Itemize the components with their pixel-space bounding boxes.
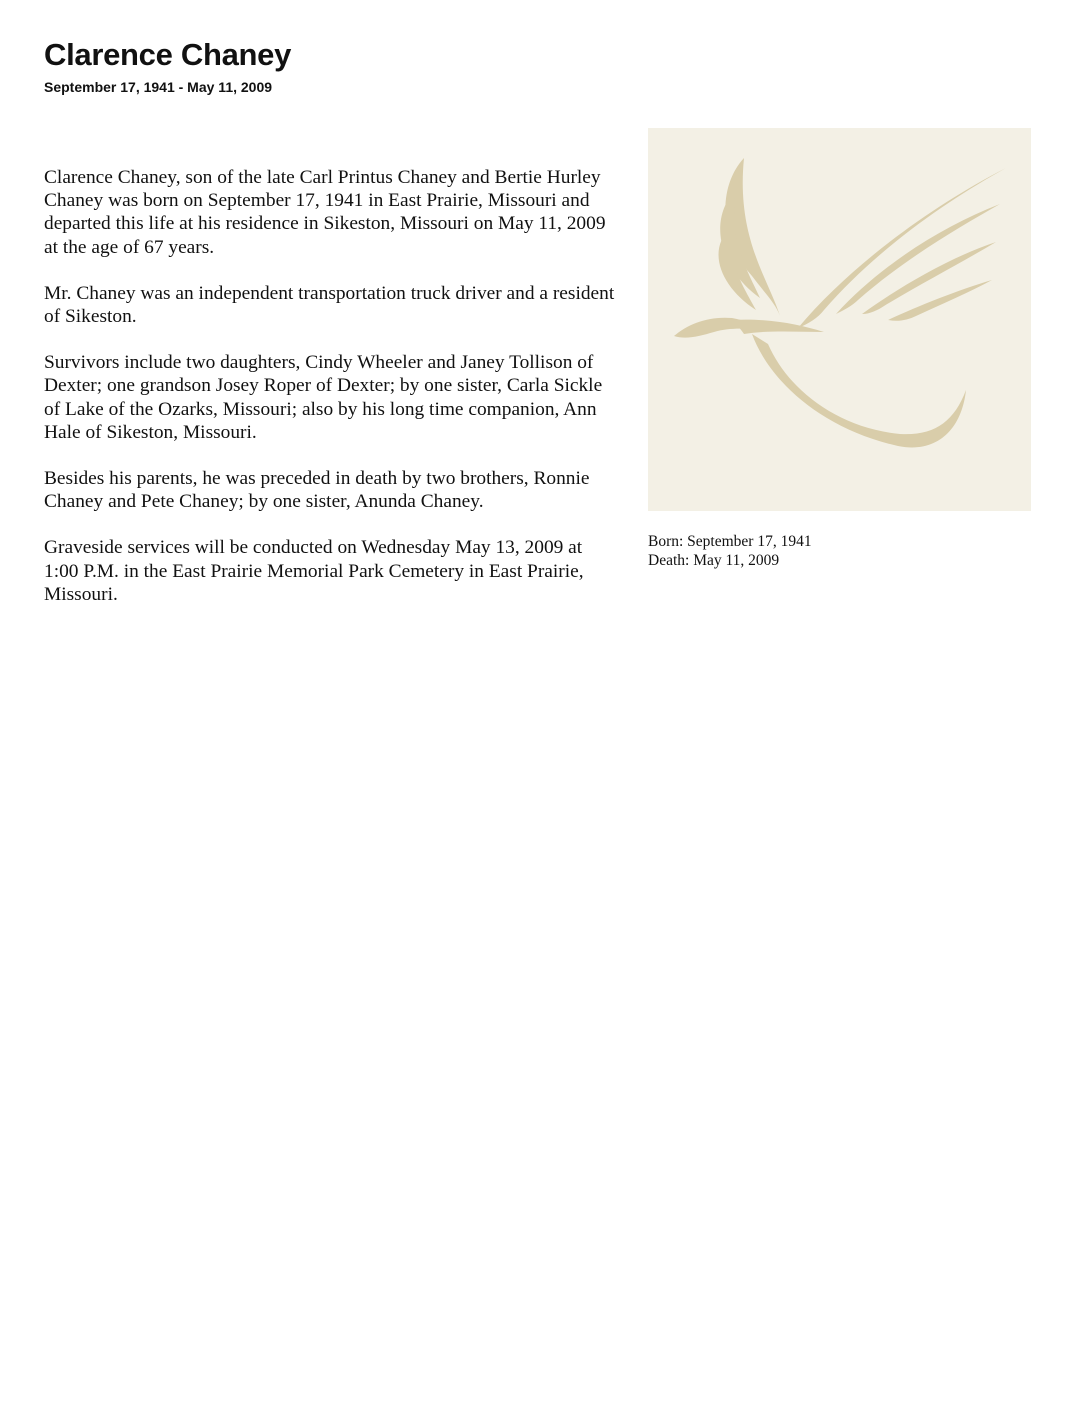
date-range: September 17, 1941 - May 11, 2009 bbox=[44, 79, 273, 95]
obituary-body bbox=[44, 166, 616, 629]
obituary-paragraph: Graveside services will be conducted on Wednesday May 13, 2009 at 1:00 P.M. in the East Prairie Memorial Park Cemetery in East Prairie, Missouri. bbox=[44, 537, 584, 605]
obituary-paragraph: Survivors include two daughters, Cindy Wheeler and Janey Tollison of Dexter; one grandson Josey Roper of Dexter; by one sister, Carla Sickle of Lake of the Ozarks, Missouri; also by his long time companion, Ann Hale of Sikeston, Missouri. bbox=[44, 352, 603, 443]
memorial-image bbox=[648, 128, 1031, 511]
death-date: Death: May 11, 2009 bbox=[648, 552, 780, 569]
obituary-paragraph: Clarence Chaney, son of the late Carl Printus Chaney and Bertie Hurley Chaney was born on September 17, 1941 in East Prairie, Missouri and departed this life at his residence in Sikeston, Missouri on May 11, 2009 at the age of 67 years. bbox=[44, 167, 606, 258]
obituary-paragraph: Mr. Chaney was an independent transportation truck driver and a resident of Sikeston. bbox=[44, 282, 615, 328]
vital-dates bbox=[648, 532, 812, 570]
dove-icon bbox=[648, 128, 1031, 511]
obituary-paragraph: Besides his parents, he was preceded in death by two brothers, Ronnie Chaney and Pete Chaney; by one sister, Anunda Chaney. bbox=[44, 468, 590, 513]
born-date: Born: September 17, 1941 bbox=[648, 533, 812, 550]
page-title: Clarence Chaney bbox=[44, 37, 292, 72]
